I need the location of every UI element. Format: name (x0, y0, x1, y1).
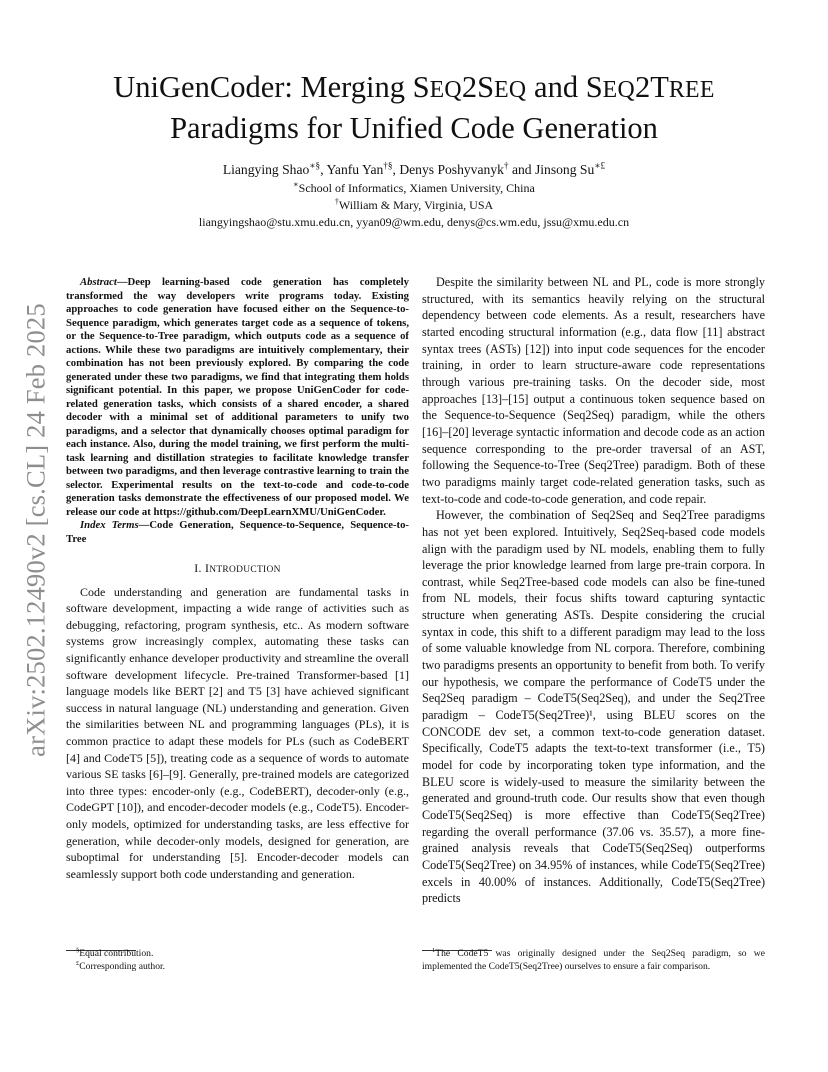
author-emails: liangyingshao@stu.xmu.edu.cn, yyan09@wm.edu, denys@cs.wm.edu, jssu@xmu.edu.cn (198, 215, 630, 229)
footnote-corresponding-author: £Corresponding author. (76, 959, 166, 972)
footnote-codet5-note: $^1$The CodeT5 was originally designed under the Seq2Seq paradigm, so we implemented the CodeT5(Seq2Tree) ourselves to ensure a fair comparison. (422, 946, 765, 972)
footnotes-right (422, 948, 765, 973)
arxiv-identifier-text: arXiv:2502.12490v2 [cs.CL] 24 Feb 2025 (20, 303, 51, 757)
footnote-equal-contribution: §Equal contribution. (76, 946, 154, 959)
author-list: Liangying Shao∗§, Yanfu Yan†§, Denys Poshyvanyk† and Jinsong Su∗£ (222, 160, 606, 177)
title-line-1: UniGenCoder: Merging SEQ2SEQ and SEQ2TREE (113, 70, 715, 104)
intro-paragraph-2: Despite the similarity between NL and PL, code is more strongly structured, with its semantics heavily relying on the structural dependency between code elements. As a result, researchers have started encoding structural information (e.g., data flow [11] abstract syntax trees (ASTs) [12]) into input code sequences for the encoder training, in order to learn structure-aware code representations through various pre-training tasks. On the decoder side, most approaches [13]–[15] output a continuous token sequence based on the Sequence-to-Sequence (Seq2Seq) paradigm, while the others [16]–[20] leverage syntactic information and decode code as an action sequence corresponding to the pre-order traversal of an AST, following the Sequence-to-Tree (Seq2Tree) paradigm. Both of these two paradigms mainly target code-related generation tasks, such as text-to-code and code-to-code generation, and code repair. (422, 275, 765, 506)
intro-paragraph-1: Code understanding and generation are fundamental tasks in software development, impacting a wide range of activities such as debugging, refactoring, program synthesis, etc.. As modern software systems grow increasingly complex, automating these tasks can significantly enhance developer productivity and streamline the overall software development lifecycle. Pre-trained Transformer-based [1] language models like BERT [2] and T5 [3] have achieved significant success in natural language (NL) understanding and generation. Given the similarities between NL and programming languages (PLs), it is common practice to adapt these models for PLs (such as CodeBERT [4] and CodeT5 [5]), treating code as a sequence of words to automate various SE tasks [6]–[9]. Generally, pre-trained models are categorized into three types: encoder-only (e.g., CodeBERT), decoder-only (e.g., CodeGPT [10]), and encoder-decoder models (e.g., CodeT5). Encoder-only models, optimized for understanding tasks, are less effective for generation, while decoder-only models, designed for generation, are suboptimal for understanding [5]. Encoder-decoder models can seamlessly support both code understanding and generation. (66, 584, 409, 881)
paper-title (60, 68, 768, 147)
abstract: Abstract—Deep learning-based code generation has completely transformed the way developers write programs today. Existing approaches to code generation have focused either on the Sequence-to-Sequence paradigm, which generates target code as a sequence of tokens, or the Sequence-to-Tree paradigm, which outputs code as a sequence of actions. While these two paradigms are intuitively complementary, their combination has not been previously explored. By comparing the code generated under these two paradigms, we find that integrating them holds significant potential. In this paper, we propose UniGenCoder for code-related generation tasks, which consists of a shared encoder, a shared decoder with a minimal set of additional parameters to unify two paradigms, and a selector that dynamically chooses optimal paradigm for each instance. Also, during the model training, we first perform the multi-task learning and distillation strategies to facilitate knowledge transfer between two paradigms, and then leverage contrastive learning to train the selector. Experimental results on the text-to-code and code-to-code generation tasks demonstrate the effectiveness of our proposed model. We release our code at https://github.com/DeepLearnXMU/UniGenCoder. (66, 276, 409, 518)
affiliation-william-mary: †William & Mary, Virginia, USA (334, 197, 494, 212)
index-terms: Index Terms—Code Generation, Sequence-to-Sequence, Sequence-to-Tree (66, 519, 409, 545)
intro-paragraph-3: However, the combination of Seq2Seq and Seq2Tree paradigms has not yet been explored. Intuitively, Seq2Seq-based code models align with the paradigm used by NL models, enabling them to fully leverage the prior knowledge learned from large pre-train corpora. In contrast, while Seq2Tree-based code models can also be fine-tuned from NL models, their focus shifts toward capturing syntactic structure when generating ASTs. Despite considering the crucial syntax in code, this shift to a different paradigm may lead to the loss of some valuable knowledge from NL corpora. Therefore, combining two paradigms presents an opportunity to benefit from both. To verify our hypothesis, we compare the performance of CodeT5 under the Seq2Seq paradigm – CodeT5(Seq2Seq), and under the Seq2Tree paradigm – CodeT5(Seq2Tree)¹, using BLEU scores on the CONCODE dev set, a common text-to-code generation dataset. Specifically, CodeT5 adapts the text-to-text transformer (i.e., T5) model for code by incorporating token type information, and the BLEU score is widely-used to measure the similarity between the generated and ground-truth code. Our results show that even though CodeT5(Seq2Seq) is more effective than CodeT5(Seq2Tree) regarding the overall performance (37.06 vs. 35.57), a more fine-grained analysis reveals that CodeT5(Seq2Seq) outperforms CodeT5(Seq2Tree) on 34.95% of instances, while CodeT5(Seq2Tree) excels in 40.00% of instances. Additionally, CodeT5(Seq2Tree) predicts (422, 508, 765, 906)
arxiv-identifier-stamp (14, 290, 58, 770)
affiliation-xiamen: ∗School of Informatics, Xiamen University, China (293, 180, 535, 195)
right-column (422, 274, 765, 907)
title-line-2: Paradigms for Unified Code Generation (170, 111, 658, 145)
left-column (66, 276, 409, 882)
section-heading-introduction: I. INTRODUCTION (194, 561, 281, 575)
footnotes-left (66, 948, 409, 973)
